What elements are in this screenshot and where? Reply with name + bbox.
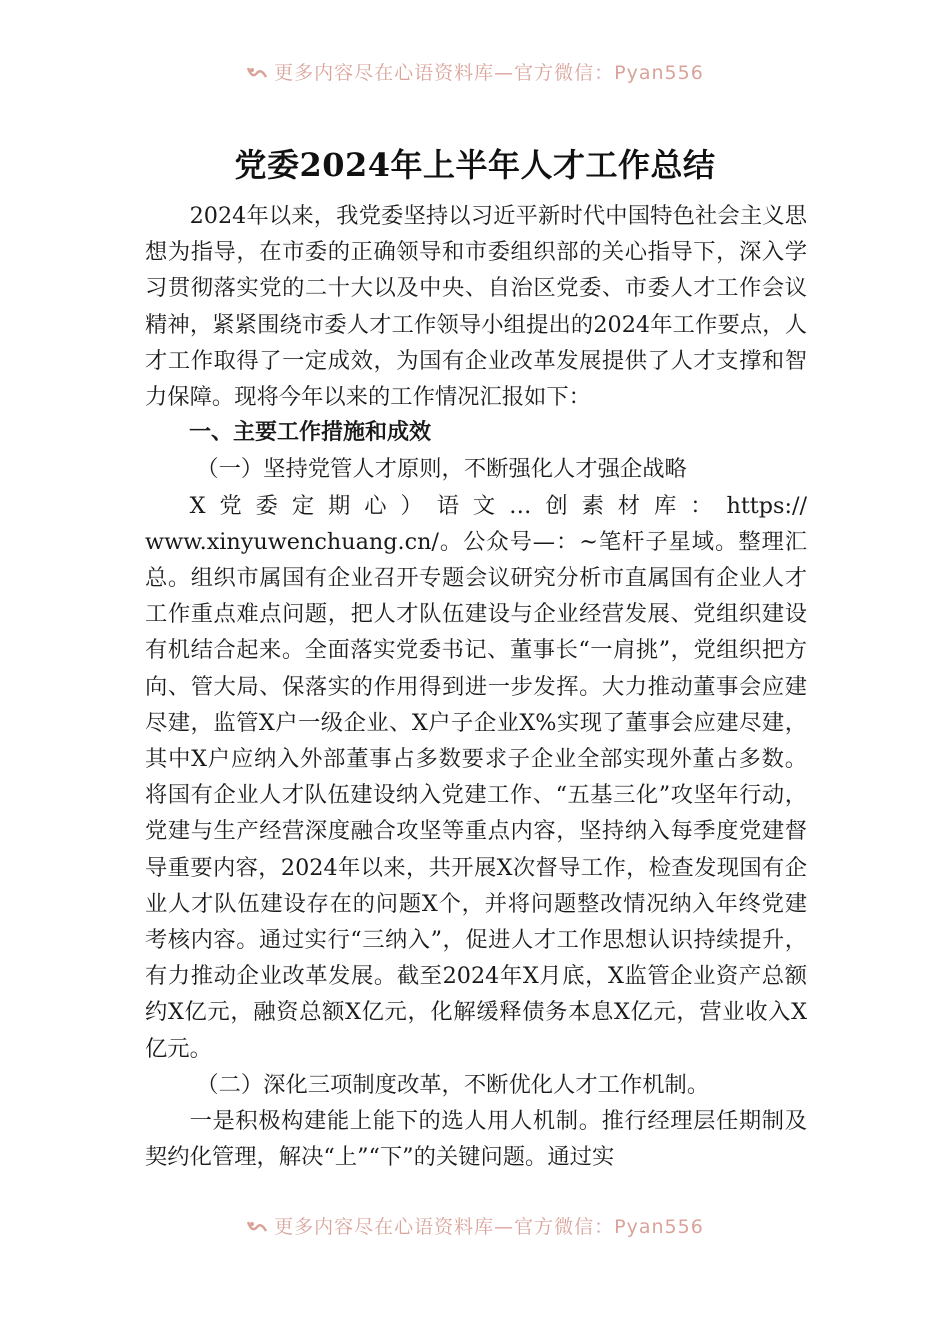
watermark-text: 更多内容尽在心语资料库—官方微信：Pyan556 xyxy=(274,1216,704,1238)
watermark-text: 更多内容尽在心语资料库—官方微信：Pyan556 xyxy=(274,62,704,84)
subsection-heading-2: （二）深化三项制度改革，不断优化人才工作机制。 xyxy=(196,1071,710,1098)
watermark-logo-icon xyxy=(246,1219,268,1235)
intro-paragraph: 2024年以来，我党委坚持以习近平新时代中国特色社会主义思想为指导，在市委的正确领导和市委组织部的关心指导下，深入学习贯彻落实党的二十大以及中央、自治区党委、市委人才工作会议精神，紧紧围绕市委人才工作领导小组提出的2024年工作要点，人才工作取得了一定成效，为国有企业改革发展提供了人才支撑和智力保障。现将今年以来的工作情况汇报如下： xyxy=(145,203,807,411)
watermark-bottom xyxy=(0,1212,950,1239)
watermark-top xyxy=(0,58,950,85)
section-heading: 一、主要工作措施和成效 xyxy=(189,420,432,446)
subsection-2-paragraph: 一是积极构建能上能下的选人用人机制。推行经理层任期制及契约化管理，解决“上”“下”的关键问题。通过实 xyxy=(145,1108,807,1171)
subsection-1-paragraph: www.xinyuwenchuang.cn/。公众号—：~笔杆子星域。整理汇总。组织市属国有企业召开专题会议研究分析市直属国有企业人才工作重点难点问题，把人才队伍建设与企业经营发展、党组织建设有机结合起来。全面落实党委书记、董事长“一肩挑”，党组织把方向、管大局、保落实的作用得到进一步发挥。大力推动董事会应建尽建，监管X户一级企业、X户子企业X%实现了董事会应建尽建，其中X户应纳入外部董事占多数要求子企业全部实现外董占多数。将国有企业人才队伍建设纳入党建工作、“五基三化”攻坚年行动，党建与生产经营深度融合攻坚等重点内容，坚持纳入每季度党建督导重要内容，2024年以来，共开展X次督导工作，检查发现国有企业人才队伍建设存在的问题X个，并将问题整改情况纳入年终党建考核内容。通过实行“三纳入”，促进人才工作思想认识持续提升，有力推动企业改革发展。截至2024年X月底，X监管企业资产总额约X亿元，融资总额X亿元，化解缓释债务本息X亿元，营业收入X亿元。 xyxy=(145,528,807,1062)
subsection-heading-1: （一）坚持党管人才原则，不断强化人才强企战略 xyxy=(196,456,687,483)
subsection-1-first-line: X党委定期心）语文…创素材库：https:// xyxy=(189,492,807,519)
watermark-logo-icon xyxy=(246,65,268,81)
page-title: 党委2024年上半年人才工作总结 xyxy=(234,146,716,184)
document-body xyxy=(145,198,807,1175)
